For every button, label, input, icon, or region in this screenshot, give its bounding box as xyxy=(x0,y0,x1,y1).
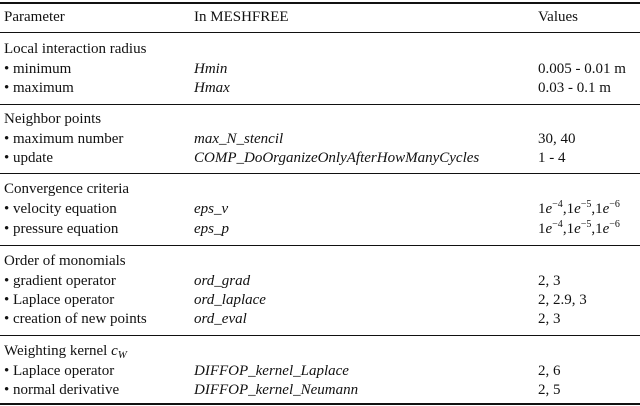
row-name: ord_grad xyxy=(194,273,251,289)
row-name: Hmax xyxy=(194,80,230,96)
row-value: 30, 40 xyxy=(538,131,576,147)
section-title: Local interaction radius xyxy=(4,41,147,57)
row-label: • creation of new points xyxy=(4,311,147,327)
section-title: Neighbor points xyxy=(4,111,102,127)
bottom-rule xyxy=(0,403,640,405)
row-label: • maximum number xyxy=(4,131,124,147)
row-name: Hmin xyxy=(194,61,228,77)
row-label: • normal derivative xyxy=(4,382,120,398)
kernel-symbol-subscript: W xyxy=(117,349,127,361)
row-value: 2, 3 xyxy=(538,311,561,327)
row-value: 2, 2.9, 3 xyxy=(538,292,587,308)
section-divider xyxy=(0,104,640,105)
column-header-values: Values xyxy=(538,9,578,25)
section-title xyxy=(4,342,127,364)
section-divider xyxy=(0,335,640,336)
row-value: $1e^{-4},1e^{-5},1e^{-6}$ xyxy=(538,219,620,237)
row-name: ord_eval xyxy=(194,311,247,327)
section-title: Order of monomials xyxy=(4,253,126,269)
section-divider xyxy=(0,173,640,174)
row-name: eps_v xyxy=(194,201,229,217)
row-value: 1 - 4 xyxy=(538,150,566,166)
row-label: • pressure equation xyxy=(4,221,119,237)
row-label: • maximum xyxy=(4,80,74,96)
top-rule xyxy=(0,2,640,4)
row-label: • velocity equation xyxy=(4,201,117,217)
header-rule xyxy=(0,32,640,33)
row-value: $1e^{-4},1e^{-5},1e^{-6}$ xyxy=(538,199,620,217)
row-value: 2, 3 xyxy=(538,273,561,289)
row-name: DIFFOP_kernel_Neumann xyxy=(194,382,359,398)
row-name: max_N_stencil xyxy=(194,131,284,147)
column-header-in-meshfree: In MESHFREE xyxy=(194,9,289,25)
row-label: • minimum xyxy=(4,61,72,77)
row-name: ord_laplace xyxy=(194,292,266,308)
row-label: • Laplace operator xyxy=(4,292,115,308)
section-title-text: Weighting kernel xyxy=(4,343,108,359)
row-name: DIFFOP_kernel_Laplace xyxy=(194,363,349,379)
row-value: 2, 6 xyxy=(538,363,561,379)
row-label: • gradient operator xyxy=(4,273,116,289)
kernel-symbol: c xyxy=(111,343,118,359)
row-label: • update xyxy=(4,150,53,166)
row-value: 0.03 - 0.1 m xyxy=(538,80,611,96)
column-header-parameter: Parameter xyxy=(4,9,65,25)
row-label: • Laplace operator xyxy=(4,363,115,379)
row-value: 2, 5 xyxy=(538,382,561,398)
row-name: COMP_DoOrganizeOnlyAfterHowManyCycles xyxy=(194,150,480,166)
row-name: eps_p xyxy=(194,221,229,237)
row-value: 0.005 - 0.01 m xyxy=(538,61,626,77)
section-divider xyxy=(0,245,640,246)
section-title: Convergence criteria xyxy=(4,181,130,197)
